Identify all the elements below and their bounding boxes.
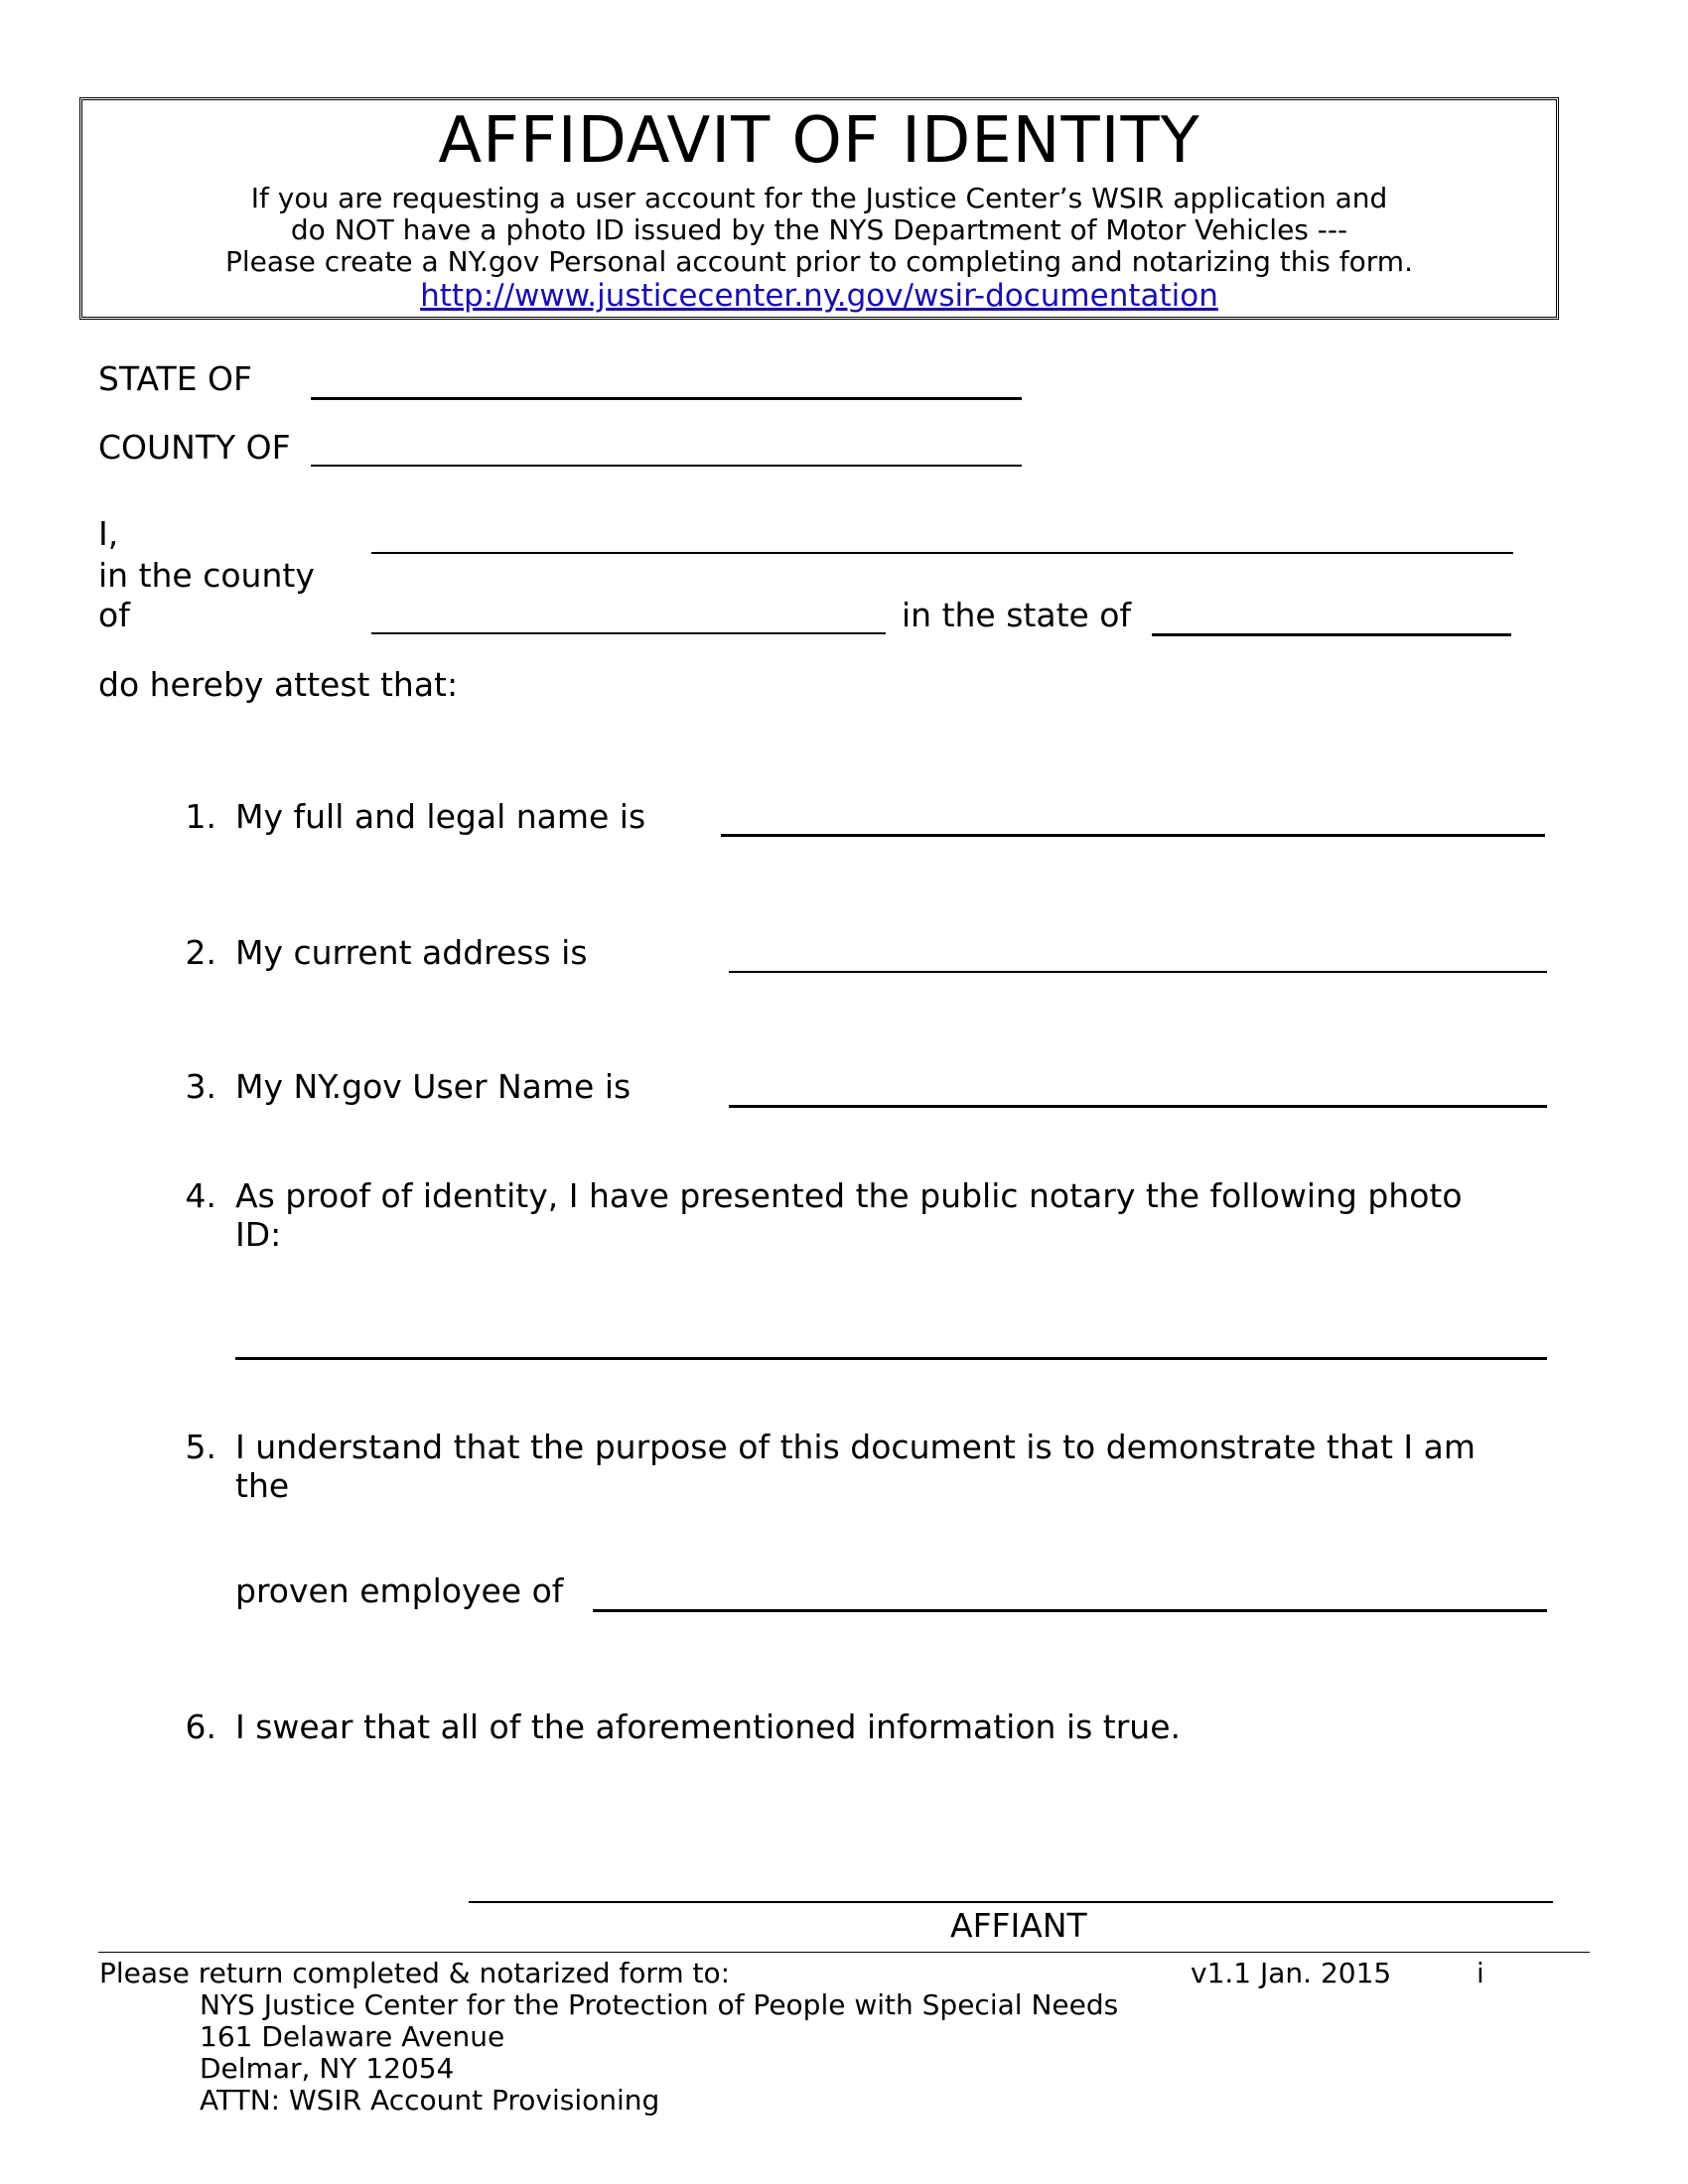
item-2-text: My current address is (235, 933, 588, 972)
documentation-link[interactable]: http://www.justicecenter.ny.gov/wsir-documentation (420, 278, 1218, 314)
affiant-county-field[interactable] (371, 632, 886, 634)
item-1-text: My full and legal name is (235, 797, 646, 836)
i-label: I, (98, 514, 119, 553)
item-number: 4. (185, 1176, 216, 1215)
full-legal-name-field[interactable] (721, 834, 1545, 837)
intro-line-2: do NOT have a photo ID issued by the NYS Department of Motor Vehicles --- (290, 213, 1348, 246)
intro-line-1: If you are requesting a user account for the Justice Center’s WSIR application and (250, 182, 1388, 214)
photo-id-field[interactable] (235, 1357, 1547, 1360)
in-county-label-line2: of (98, 596, 130, 634)
item-number: 5. (185, 1428, 216, 1466)
county-of-label: COUNTY OF (98, 428, 291, 467)
version-text: v1.1 Jan. 2015 (1191, 1957, 1392, 1989)
address-line-3: Delmar, NY 12054 (200, 2052, 455, 2085)
item-3-text: My NY.gov User Name is (235, 1067, 632, 1106)
county-of-field[interactable] (311, 465, 1022, 467)
state-of-field[interactable] (311, 397, 1022, 400)
proven-employee-label: proven employee of (235, 1571, 564, 1610)
item-number: 6. (185, 1707, 216, 1746)
item-5-text-line2: the (235, 1466, 290, 1505)
return-label: Please return completed & notarized form to: (99, 1957, 731, 1989)
state-of-label: STATE OF (98, 359, 253, 398)
in-state-label: in the state of (902, 596, 1132, 634)
affiant-state-field[interactable] (1152, 633, 1511, 636)
page-title: AFFIDAVIT OF IDENTITY (438, 104, 1200, 178)
address-line-2: 161 Delaware Avenue (200, 2020, 505, 2053)
attest-text: do hereby attest that: (98, 665, 459, 704)
item-4-text-line2: ID: (235, 1215, 282, 1254)
item-number: 3. (185, 1067, 216, 1106)
intro-line-3: Please create a NY.gov Personal account prior to completing and notarizing this form. (225, 245, 1413, 278)
item-4-text-line1: As proof of identity, I have presented the public notary the following photo (235, 1176, 1463, 1215)
address-line-1: NYS Justice Center for the Protection of People with Special Needs (200, 1988, 1119, 2021)
employer-field[interactable] (593, 1609, 1547, 1612)
item-5-text-line1: I understand that the purpose of this document is to demonstrate that I am (235, 1428, 1476, 1466)
item-number: 2. (185, 933, 216, 972)
affiant-name-field[interactable] (371, 552, 1513, 554)
item-number: 1. (185, 797, 216, 836)
affiant-signature-field[interactable] (469, 1901, 1553, 1903)
item-6-text: I swear that all of the aforementioned information is true. (235, 1707, 1181, 1746)
footer-divider (98, 1952, 1590, 1953)
current-address-field[interactable] (729, 971, 1547, 973)
affiant-label: AFFIANT (950, 1906, 1087, 1945)
nygov-username-field[interactable] (729, 1105, 1547, 1108)
in-county-label-line1: in the county (98, 556, 315, 595)
page-mark: i (1477, 1957, 1484, 1989)
address-line-4: ATTN: WSIR Account Provisioning (200, 2084, 660, 2116)
documentation-link-container (79, 278, 1559, 314)
